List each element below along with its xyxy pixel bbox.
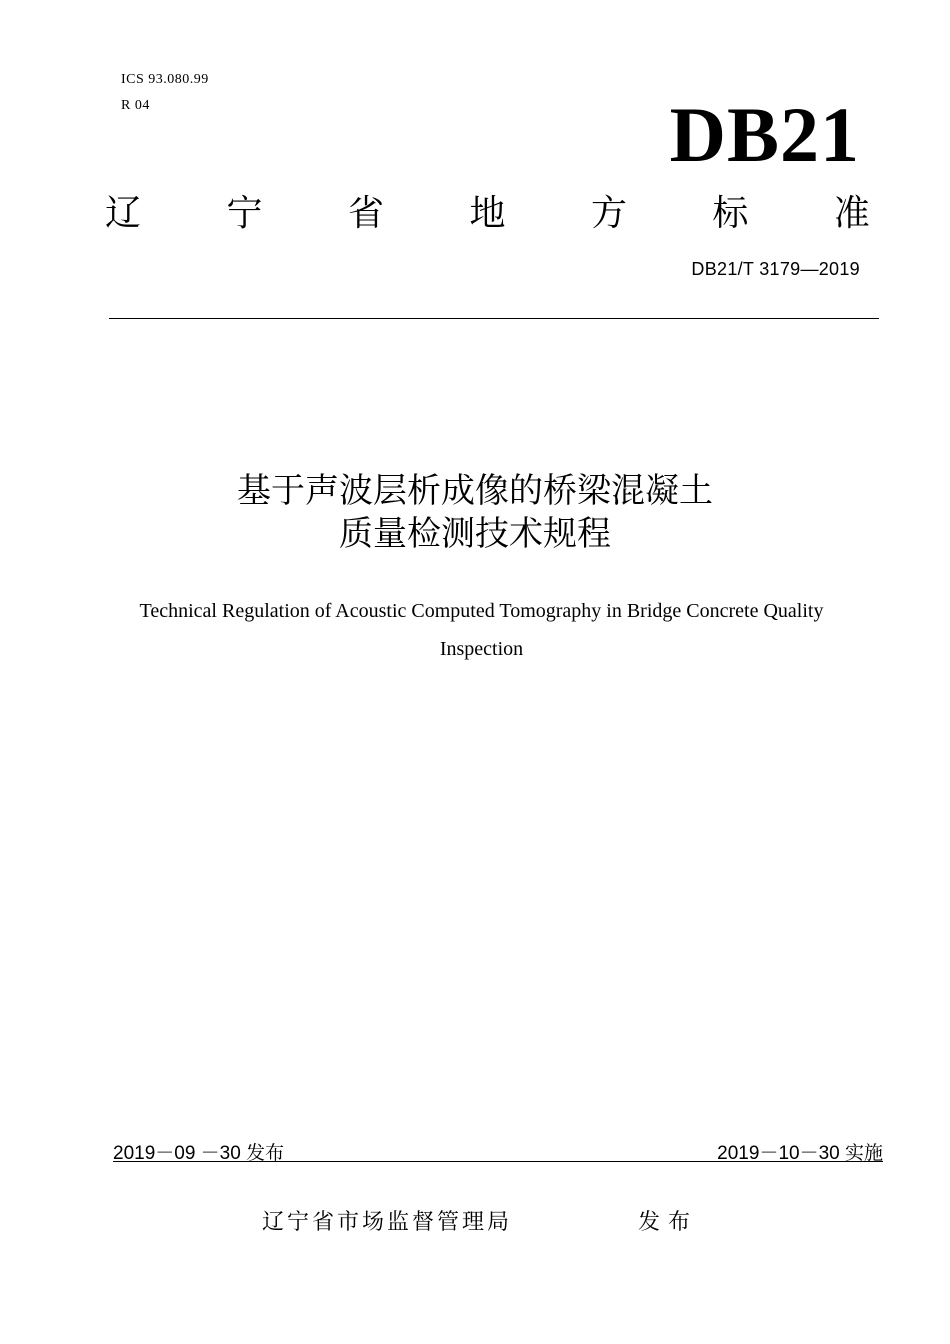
standard-type-char: 宁	[226, 193, 263, 234]
issuing-authority: 辽宁省市场监督管理局	[262, 1210, 513, 1235]
chinese-title	[0, 470, 950, 555]
standard-logo: DB21	[669, 91, 860, 178]
ics-code: ICS 93.080.99	[121, 72, 209, 87]
standard-type-char: 地	[469, 193, 506, 234]
standard-type-char: 准	[833, 193, 870, 234]
standard-type-char: 辽	[105, 193, 142, 234]
footer-divider	[113, 1161, 883, 1162]
standard-type-char: 方	[590, 193, 627, 234]
chinese-title-line-1: 基于声波层析成像的桥梁混凝土	[237, 471, 713, 511]
english-title-line-2: Inspection	[439, 638, 524, 660]
chinese-title-line-2: 质量检测技术规程	[339, 513, 611, 554]
header-divider	[109, 318, 879, 319]
implementation-date: 2019－10－30 实施	[717, 1143, 883, 1164]
english-title-line-1: Technical Regulation of Acoustic Computed Tomography in Bridge Concrete Quality	[139, 600, 824, 622]
standard-type-heading	[105, 193, 870, 234]
standard-type-char: 标	[712, 193, 749, 234]
issued-label: 发布	[638, 1210, 699, 1235]
standard-number: DB21/T 3179—2019	[691, 259, 860, 279]
issue-date: 2019－09 －30 发布	[113, 1143, 285, 1164]
standard-type-char: 省	[347, 193, 384, 234]
english-title	[70, 592, 893, 668]
classification-code: R 04	[121, 98, 150, 113]
